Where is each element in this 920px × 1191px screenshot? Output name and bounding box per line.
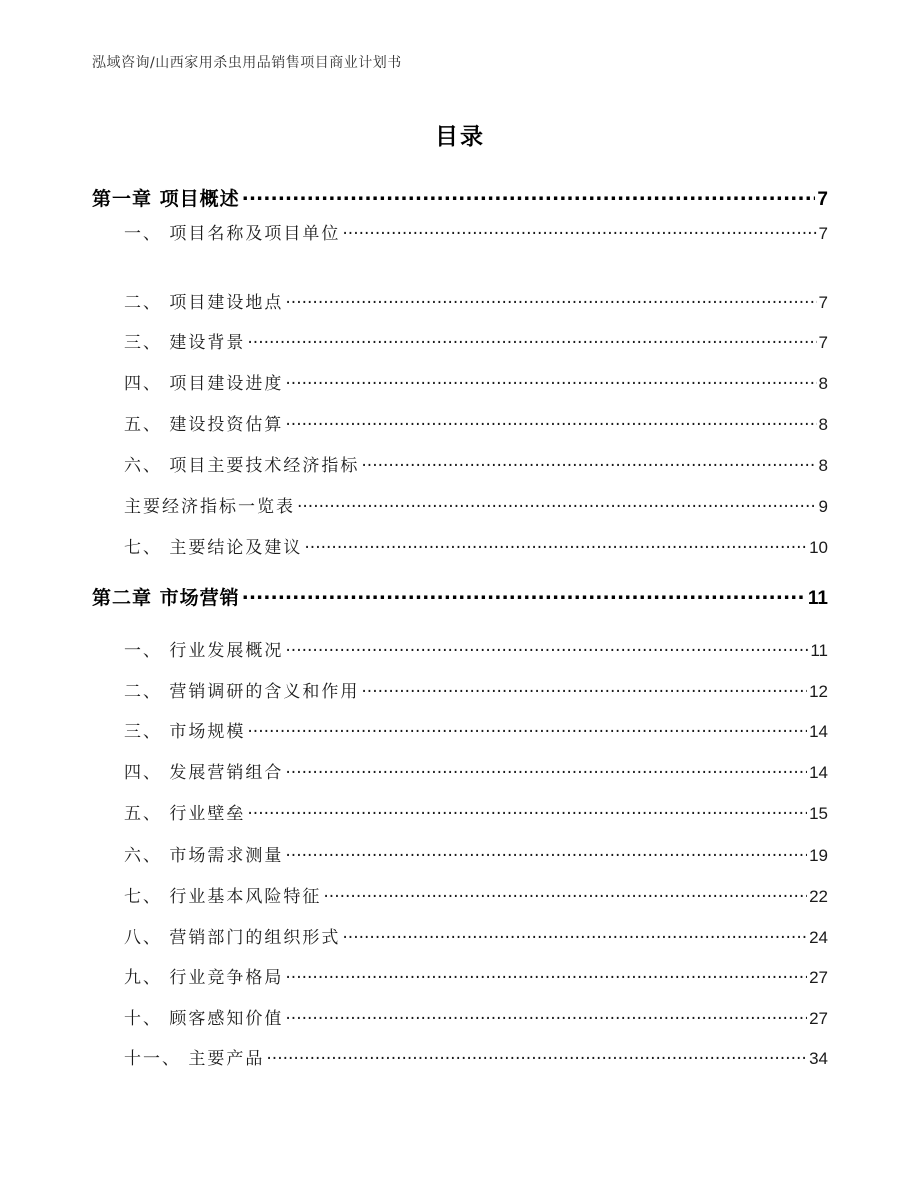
toc-dot-leader (342, 222, 816, 239)
toc-entry-label: 五、 建设投资估算 (124, 415, 284, 435)
toc-entry-label: 四、 发展营销组合 (124, 763, 284, 783)
toc-dot-leader (285, 844, 807, 861)
toc-entry[interactable] (124, 451, 828, 476)
toc-entry[interactable] (124, 677, 828, 702)
toc-entry[interactable] (124, 492, 828, 517)
toc-entry-page: 8 (818, 415, 828, 434)
toc-dot-leader (242, 585, 806, 604)
toc-dot-leader (342, 926, 807, 943)
toc-entry-label: 三、 建设背景 (124, 333, 246, 353)
toc-entry-page: 10 (809, 538, 828, 557)
toc-dot-leader (285, 966, 807, 983)
toc-dot-leader (361, 454, 816, 471)
toc-dot-leader (247, 331, 816, 348)
toc-title: 目录 (435, 124, 485, 150)
toc-entry-label: 三、 市场规模 (124, 722, 246, 742)
toc-entry-page: 22 (809, 887, 828, 906)
toc-entry-label: 一、 行业发展概况 (124, 641, 284, 661)
toc-entry-page: 24 (809, 928, 828, 947)
toc-entry-page: 9 (818, 497, 828, 516)
toc-entry-label: 十一、 主要产品 (124, 1049, 265, 1069)
toc-entry-label: 七、 主要结论及建议 (124, 538, 303, 558)
toc-entry-label: 十、 顾客感知价值 (124, 1009, 284, 1029)
toc-entry-page: 19 (809, 846, 828, 865)
toc-entry[interactable] (124, 219, 828, 244)
toc-entry[interactable] (124, 758, 828, 783)
toc-entry[interactable] (124, 841, 828, 866)
toc-entry-label: 主要经济指标一览表 (124, 497, 295, 517)
running-header: 泓域咨询/山西家用杀虫用品销售项目商业计划书 (92, 55, 402, 71)
toc-entry[interactable] (124, 369, 828, 394)
toc-entry[interactable] (124, 1044, 828, 1069)
toc-dot-leader (247, 720, 807, 737)
toc-entry-label: 第二章 市场营销 (92, 587, 240, 609)
toc-entry-page: 12 (809, 682, 828, 701)
toc-entry-label: 二、 营销调研的含义和作用 (124, 682, 360, 702)
toc-entry-label: 六、 项目主要技术经济指标 (124, 456, 360, 476)
toc-entry-page: 11 (810, 641, 828, 660)
toc-entry-page: 27 (809, 968, 828, 987)
toc-dot-leader (285, 1007, 807, 1024)
toc-entry[interactable] (124, 636, 828, 661)
toc-entry[interactable] (124, 533, 828, 558)
toc-entry[interactable] (124, 1004, 828, 1029)
toc-entry[interactable] (124, 288, 828, 313)
toc-entry-page: 7 (818, 333, 828, 352)
toc-entry-chapter-1[interactable] (92, 184, 828, 211)
toc-entry-label: 一、 项目名称及项目单位 (124, 224, 341, 244)
toc-dot-leader (323, 885, 807, 902)
toc-dot-leader (285, 639, 808, 656)
toc-entry-page: 8 (818, 456, 828, 475)
toc-entry-page: 27 (809, 1009, 828, 1028)
toc-entry-label: 八、 营销部门的组织形式 (124, 928, 341, 948)
toc-dot-leader (285, 291, 816, 308)
toc-dot-leader (361, 680, 807, 697)
toc-entry[interactable] (124, 923, 828, 948)
toc-dot-leader (285, 413, 816, 430)
toc-entry-page: 34 (809, 1049, 828, 1068)
toc-entry-page: 7 (817, 189, 828, 210)
toc-entry-page: 14 (809, 722, 828, 741)
toc-entry-page: 8 (818, 374, 828, 393)
toc-entry[interactable] (124, 328, 828, 353)
toc-dot-leader (285, 761, 807, 778)
toc-entry-page: 15 (809, 804, 828, 823)
toc-entry[interactable] (124, 799, 828, 824)
toc-entry-label: 四、 项目建设进度 (124, 374, 284, 394)
toc-dot-leader (247, 802, 807, 819)
toc-dot-leader (297, 495, 817, 512)
toc-entry-label: 第一章 项目概述 (92, 188, 240, 210)
toc-dot-leader (266, 1047, 807, 1064)
toc-entry-label: 九、 行业竞争格局 (124, 968, 284, 988)
toc-dot-leader (242, 186, 816, 205)
toc-entry[interactable] (124, 882, 828, 907)
toc-entry-page: 11 (807, 588, 828, 609)
toc-entry[interactable] (124, 717, 828, 742)
toc-entry[interactable] (124, 963, 828, 988)
toc-entry-page: 14 (809, 763, 828, 782)
toc-entry-label: 五、 行业壁垒 (124, 804, 246, 824)
toc-entry-label: 六、 市场需求测量 (124, 846, 284, 866)
toc-entry-page: 7 (818, 224, 828, 243)
toc-entry-label: 二、 项目建设地点 (124, 293, 284, 313)
toc-dot-leader (285, 372, 816, 389)
toc-entry[interactable] (124, 410, 828, 435)
toc-entry-page: 7 (818, 293, 828, 312)
toc-entry-label: 七、 行业基本风险特征 (124, 887, 322, 907)
toc-entry-chapter-2[interactable] (92, 583, 828, 610)
toc-dot-leader (304, 536, 807, 553)
